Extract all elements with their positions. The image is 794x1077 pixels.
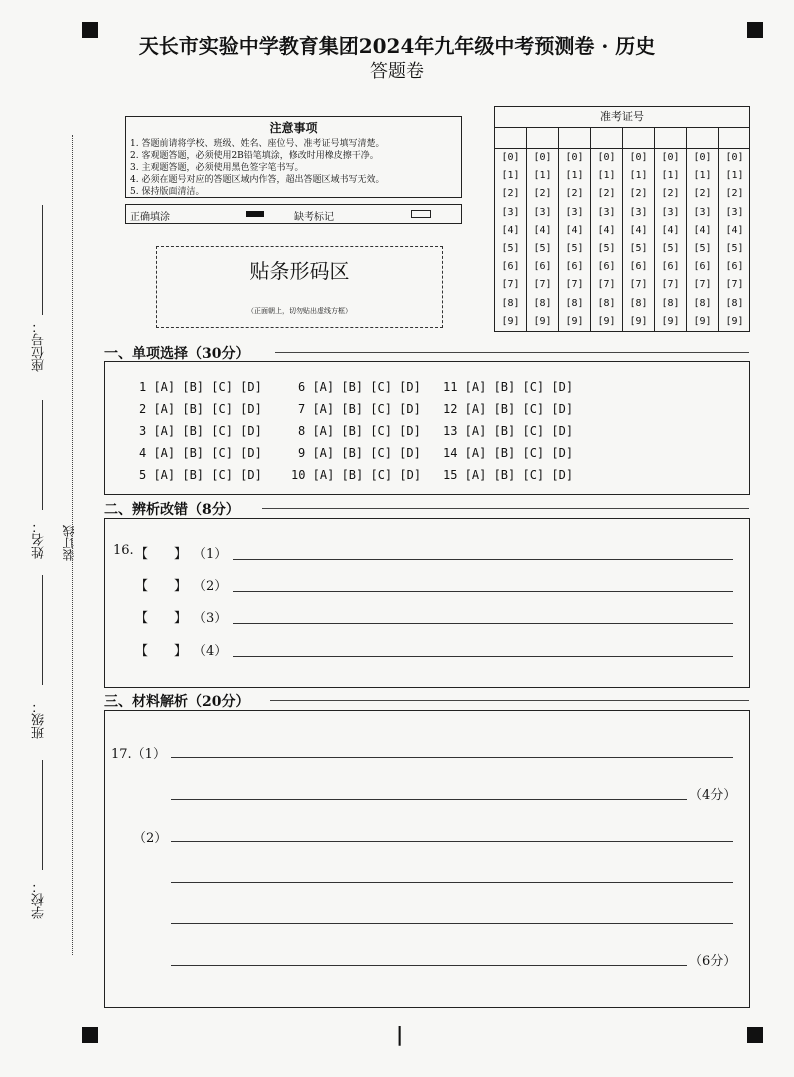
class-label: 班级： — [32, 700, 47, 739]
exam-id-column[interactable]: [0] [1] [2] [3] [4] [5] [6] [7] [8] [9] — [565, 152, 584, 327]
mc-row[interactable]: 8 [A] [B] [C] [D] — [298, 424, 421, 438]
section3-title: 三、材料解析（20分） — [104, 694, 250, 710]
q17-answer-line[interactable] — [171, 799, 687, 800]
barcode-note: （正面朝上，切勿贴出虚线方框） — [247, 307, 352, 315]
mc-column-2[interactable] — [291, 376, 421, 486]
absent-mark-label: 缺考标记 — [294, 212, 334, 223]
correct-fill-mark — [246, 211, 264, 217]
seat-label: 座位号： — [32, 320, 47, 372]
q16-sub-number: （1） — [193, 547, 228, 562]
notice-item: 3. 主观题答题，必须使用黑色签字笔书写。 — [130, 163, 304, 173]
mc-row[interactable]: 12 [A] [B] [C] [D] — [443, 402, 574, 416]
question-16-number: 16. — [113, 543, 134, 558]
section2-title: 二、辨析改错（8分） — [104, 502, 240, 518]
mc-row[interactable]: 14 [A] [B] [C] [D] — [443, 446, 574, 460]
section3-rule — [270, 700, 749, 701]
seat-line[interactable] — [42, 205, 43, 315]
exam-id-column[interactable]: [0] [1] [2] [3] [4] [5] [6] [7] [8] [9] — [533, 152, 552, 327]
mc-row[interactable]: 6 [A] [B] [C] [D] — [298, 380, 421, 394]
mc-row[interactable]: 5 [A] [B] [C] [D] — [139, 468, 262, 482]
section2-rule — [262, 508, 749, 509]
class-line[interactable] — [42, 760, 43, 870]
q16-bracket[interactable]: 【 】 — [135, 611, 188, 626]
q16-bracket[interactable]: 【 】 — [135, 547, 188, 562]
mc-row[interactable]: 1 [A] [B] [C] [D] — [139, 380, 262, 394]
mc-row[interactable]: 2 [A] [B] [C] [D] — [139, 402, 262, 416]
question-17-2-label: （2） — [133, 831, 168, 846]
name-line-lower[interactable] — [42, 575, 43, 685]
mc-column-1[interactable] — [139, 376, 262, 486]
q17-2-score: （6分） — [689, 954, 737, 969]
mc-row[interactable]: 15 [A] [B] [C] [D] — [443, 468, 574, 482]
q16-answer-line[interactable] — [233, 559, 733, 560]
q17-answer-line[interactable] — [171, 841, 733, 842]
barcode-title: 贴条形码区 — [249, 259, 350, 283]
notice-title: 注意事项 — [269, 121, 318, 135]
q16-answer-line[interactable] — [233, 623, 733, 624]
section1-title: 一、单项选择（30分） — [104, 346, 250, 362]
q16-sub-number: （3） — [193, 611, 228, 626]
exam-id-column[interactable]: [0] [1] [2] [3] [4] [5] [6] [7] [8] [9] — [693, 152, 712, 327]
page-title: 天长市实验中学教育集团2024年九年级中考预测卷 · 历史 — [138, 34, 656, 58]
exam-id-grid — [494, 106, 750, 332]
binding-dotted-line — [72, 135, 73, 955]
notice-item: 5. 保持版面清洁。 — [130, 187, 205, 197]
mc-row[interactable]: 4 [A] [B] [C] [D] — [139, 446, 262, 460]
name-line-upper[interactable] — [42, 400, 43, 510]
mc-row[interactable]: 3 [A] [B] [C] [D] — [139, 424, 262, 438]
q17-answer-line[interactable] — [171, 965, 687, 966]
exam-id-column[interactable]: [0] [1] [2] [3] [4] [5] [6] [7] [8] [9] — [725, 152, 744, 327]
exam-id-column[interactable]: [0] [1] [2] [3] [4] [5] [6] [7] [8] [9] — [661, 152, 680, 327]
name-label: 姓名： — [32, 520, 47, 559]
binding-label: 装订线 — [62, 525, 76, 561]
footer-mark: | — [396, 1022, 404, 1046]
q17-answer-line[interactable] — [171, 882, 733, 883]
exam-id-column[interactable]: [0] [1] [2] [3] [4] [5] [6] [7] [8] [9] — [597, 152, 616, 327]
mc-row[interactable]: 13 [A] [B] [C] [D] — [443, 424, 574, 438]
q16-bracket[interactable]: 【 】 — [135, 579, 188, 594]
section3-answer-box — [104, 710, 750, 1008]
corner-marker-bottom-right — [747, 1027, 763, 1043]
q16-bracket[interactable]: 【 】 — [135, 644, 188, 659]
corner-marker-bottom-left — [82, 1027, 98, 1043]
absent-mark-box[interactable] — [411, 210, 431, 218]
section1-answer-box — [104, 361, 750, 495]
section2-answer-box — [104, 518, 750, 688]
q16-sub-number: （2） — [193, 579, 228, 594]
fill-example-box — [125, 204, 462, 224]
mc-row[interactable]: 9 [A] [B] [C] [D] — [298, 446, 421, 460]
mc-column-3[interactable] — [443, 376, 573, 486]
q17-answer-line[interactable] — [171, 757, 733, 758]
barcode-area — [156, 246, 443, 328]
mc-row[interactable]: 10 [A] [B] [C] [D] — [291, 468, 422, 482]
q17-1-score: （4分） — [689, 788, 737, 803]
exam-id-column[interactable]: [0] [1] [2] [3] [4] [5] [6] [7] [8] [9] — [501, 152, 520, 327]
notice-item: 4. 必须在题号对应的答题区域内作答，超出答题区域书写无效。 — [130, 175, 385, 185]
notice-item: 2. 客观题答题，必须使用2B铅笔填涂，修改时用橡皮擦干净。 — [130, 151, 379, 161]
question-17-1-label: 17.（1） — [111, 747, 166, 762]
q17-answer-line[interactable] — [171, 923, 733, 924]
section1-rule — [275, 352, 749, 353]
q16-sub-number: （4） — [193, 644, 228, 659]
notice-item: 1. 答题前请将学校、班级、姓名、座位号、准考证号填写清楚。 — [130, 139, 385, 149]
exam-id-title: 准考证号 — [495, 107, 749, 128]
mc-row[interactable]: 7 [A] [B] [C] [D] — [298, 402, 421, 416]
q16-answer-line[interactable] — [233, 591, 733, 592]
page-subtitle: 答题卷 — [370, 61, 424, 82]
q16-answer-line[interactable] — [233, 656, 733, 657]
notice-box — [125, 116, 462, 198]
exam-id-column[interactable]: [0] [1] [2] [3] [4] [5] [6] [7] [8] [9] — [629, 152, 648, 327]
mc-row[interactable]: 11 [A] [B] [C] [D] — [443, 380, 574, 394]
correct-fill-label: 正确填涂 — [130, 212, 170, 223]
school-label: 学校： — [32, 880, 47, 919]
